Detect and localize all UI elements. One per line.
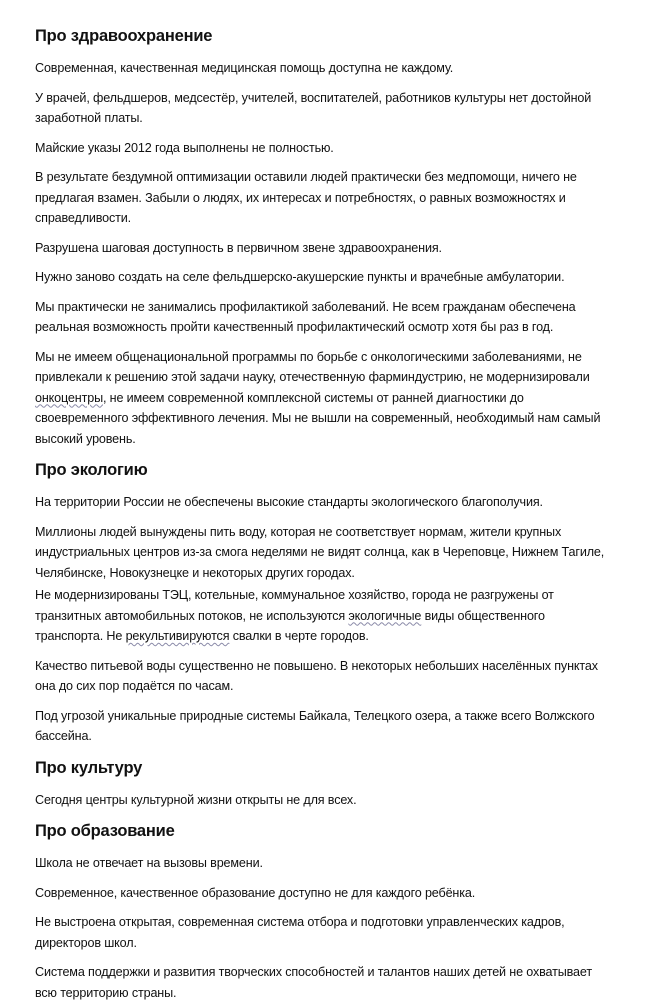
- paragraph: [35, 347, 630, 450]
- text-run: Мы не имеем общенациональной программы по борьбе с онкологическими заболеваниями, не привлекали к решению этой задачи науку, отечественную фарминдустрию, не модернизировали: [35, 349, 590, 384]
- paragraph: Миллионы людей вынуждены пить воду, которая не соответствует нормам, жители крупных индустриальных центров из-за смога неделями не видят солнца, как в Череповце, Нижнем Тагиле, Челябинске, Новокузнецке и некоторых других городах.: [35, 524, 605, 580]
- paragraph: На территории России не обеспечены высокие стандарты экологического благополучия.: [35, 495, 543, 509]
- paragraph: Нужно заново создать на селе фельдшерско-акушерские пункты и врачебные амбулатории.: [35, 270, 565, 284]
- spellcheck-marked-word[interactable]: рекультивируются: [125, 629, 230, 643]
- text-run: Не модернизированы ТЭЦ, котельные, коммунальное хозяйство, города не разгружены от транзитных автомобильных потоков, не используются: [35, 588, 554, 623]
- paragraph: Не выстроена открытая, современная система отбора и подготовки управленческих кадров, директоров школ.: [35, 915, 565, 950]
- section-culture: [35, 756, 630, 811]
- paragraph: Сегодня центры культурной жизни открыты не для всех.: [35, 792, 357, 807]
- section-heading: Про экологию: [35, 461, 148, 479]
- paragraph: Современная, качественная медицинская помощь доступна не каждому.: [35, 61, 454, 75]
- section-heading: Про здравоохранение: [35, 27, 213, 45]
- paragraph: В результате бездумной оптимизации оставили людей практически без медпомощи, ничего не предлагая взамен. Забыли о людях, их интересах и потребностях, о равных возможностях и справедливости.: [35, 170, 577, 225]
- section-healthcare: [35, 24, 630, 449]
- text-run: , не имеем современной комплексной системы от ранней диагностики до своевременного эффективного лечения. Мы не вышли на современный, необходимый нам самый высокий уровень.: [35, 390, 601, 446]
- spellcheck-marked-word[interactable]: онкоцентры: [35, 390, 103, 405]
- section-education: [35, 819, 630, 1003]
- spellcheck-marked-word[interactable]: экологичные: [348, 608, 422, 623]
- paragraph: Система поддержки и развития творческих способностей и талантов наших детей не охватывает всю территорию страны.: [35, 965, 592, 1000]
- section-heading: Про образование: [35, 822, 175, 840]
- paragraph: Современное, качественное образование доступно не для каждого ребёнка.: [35, 885, 476, 900]
- paragraph: Под угрозой уникальные природные системы Байкала, Телецкого озера, а также всего Волжского бассейна.: [35, 708, 595, 743]
- paragraph: [35, 585, 630, 647]
- paragraph: Майские указы 2012 года выполнены не полностью.: [35, 140, 334, 155]
- text-run: виды общественного транспорта. Не: [35, 608, 545, 643]
- section-heading: Про культуру: [35, 758, 143, 777]
- paragraph: Мы практически не занимались профилактикой заболеваний. Не всем гражданам обеспечена реальная возможность пройти качественный профилактический осмотр хотя бы раз в год.: [35, 299, 576, 334]
- paragraph: Качество питьевой воды существенно не повышено. В некоторых небольших населённых пунктах она до сих пор подаётся по часам.: [35, 658, 598, 693]
- section-ecology: [35, 458, 630, 747]
- text-run: свалки в черте городов.: [229, 629, 369, 643]
- paragraph: Разрушена шаговая доступность в первичном звене здравоохранения.: [35, 240, 442, 255]
- paragraph: У врачей, фельдшеров, медсестёр, учителей, воспитателей, работников культуры нет достойной заработной платы.: [35, 90, 592, 125]
- paragraph: Школа не отвечает на вызовы времени.: [35, 856, 263, 870]
